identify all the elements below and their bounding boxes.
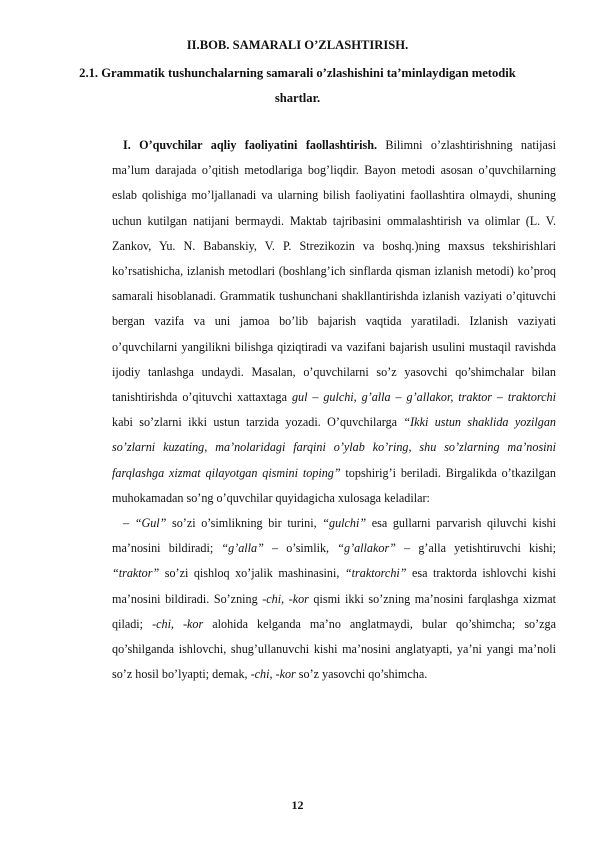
body-text	[112, 133, 556, 687]
paragraph-2-text-3: esa gullarni parvarish qiluvchi kishi ma’nosini bildiradi;	[112, 516, 557, 556]
paragraph-2-text-10: so’z yasovchi qo’shimcha.	[295, 667, 428, 682]
paragraph-2-italic-7: -chi, -kor	[262, 591, 309, 606]
paragraph-2-italic-9: -chi, -kor	[250, 667, 296, 682]
paragraph-2-text-7: esa traktorda ishlovchi kishi ma’nosini bildiradi. So’zning	[112, 566, 556, 606]
paragraph-1	[112, 133, 556, 511]
page-number: 12	[291, 798, 304, 812]
paragraph-2-text-8: qismi ikki so’zning ma’nosini farqlashga xizmat qiladi;	[112, 591, 557, 631]
paragraph-2-italic-1: “Gul”	[134, 516, 167, 531]
section-title: 2.1. Grammatik tushunchalarning samarali o’zlashishini ta’minlaydigan metodik shartlar.	[79, 66, 516, 105]
paragraph-1-lead: I. O’quvchilar aqliy faoliyatini faollashtirish.	[123, 138, 377, 152]
paragraph-2-italic-2: “gulchi”	[322, 516, 367, 531]
paragraph-2	[112, 511, 556, 687]
paragraph-2-text-2: so’zi o’simlikning bir turini,	[166, 516, 323, 531]
chapter-title: II.BOB. SAMARALI O’ZLASHTIRISH.	[186, 38, 409, 52]
paragraph-1-italic-1: gul – gulchi, g’alla – g’allakor, traktor – traktorchi	[291, 390, 557, 405]
paragraph-2-text-1: –	[123, 516, 135, 531]
paragraph-1-italic-2: “Ikki ustun shaklida yozilgan so’zlarni kuzating, ma’nolaridagi farqini o’ylab ko’ring, shu so’zlarning ma’nosini farqlashga xizmat qilayotgan qismini toping”	[112, 415, 556, 480]
paragraph-2-text-6: so’zi qishloq xo’jalik mashinasini,	[159, 566, 345, 581]
paragraph-2-italic-3: “g’alla”	[221, 541, 264, 556]
paragraph-1-text-2: kabi so’zlarni ikki ustun tarzida yozadi. O’quvchilarga	[112, 415, 404, 430]
paragraph-1-text-1: Bilimni o’zlashtirishning natijasi ma’lum darajada o’qitish metodlariga bog’liqdir. Bayon metodi asosan o’quvchilarning eslab qolishiga mo’ljallanadi va ularning bilish faoliyatini faollashtira olmaydi, shuning uchun kutilgan natijani bermaydi. Maktab tajribasini ommalashtirish va olimlar (L. V. Zankov, Yu. N. Babanskiy, V. P. Strezikozin va boshq.)ning maxsus tekshirishlari ko’rsatishicha, izlanish metodlari (boshlang’ich sinflarda qisman izlanish metodi) ko’proq samarali hisoblanadi. Grammatik tushunchani shakllantirishda izlanish vaziyati o’qituvchi bergan vazifa va uni jamoa bo’lib bajarish vaqtida yaratiladi. Izlanish vaziyati o’quvchilarni yangilikni bilishga qiziqtiradi va vazifani bajarish usulini mustaqil ravishda ijodiy tanlashga undaydi. Masalan, o’quvchilarni so’z yasovchi qo’shimchalar bilan tanishtirishda o’qituvchi xattaxtaga	[112, 138, 556, 405]
paragraph-2-italic-4: “g’allakor”	[337, 541, 396, 556]
paragraph-2-italic-6: “traktorchi”	[344, 566, 407, 581]
paragraph-2-text-4: – o’simlik,	[263, 541, 338, 556]
paragraph-1-text-3: topshirig’i beriladi. Birgalikda o’tkazilgan muhokamadan so’ng o’quvchilar quyidagicha xulosaga keladilar:	[112, 465, 556, 505]
paragraph-2-italic-8: -chi, -kor	[152, 616, 204, 631]
paragraph-2-italic-5: “traktor”	[112, 566, 160, 581]
paragraph-2-text-9: alohida kelganda ma’no anglatmaydi, bular qo’shimcha; so’zga qo’shilganda ishlovchi, shug’ullanuvchi kishi ma’nosini anglatyapti, ya’ni yangi ma’noli so’z hosil bo’lyapti; demak,	[112, 616, 557, 682]
paragraph-2-text-5: – g’alla yetishtiruvchi kishi;	[395, 541, 557, 556]
